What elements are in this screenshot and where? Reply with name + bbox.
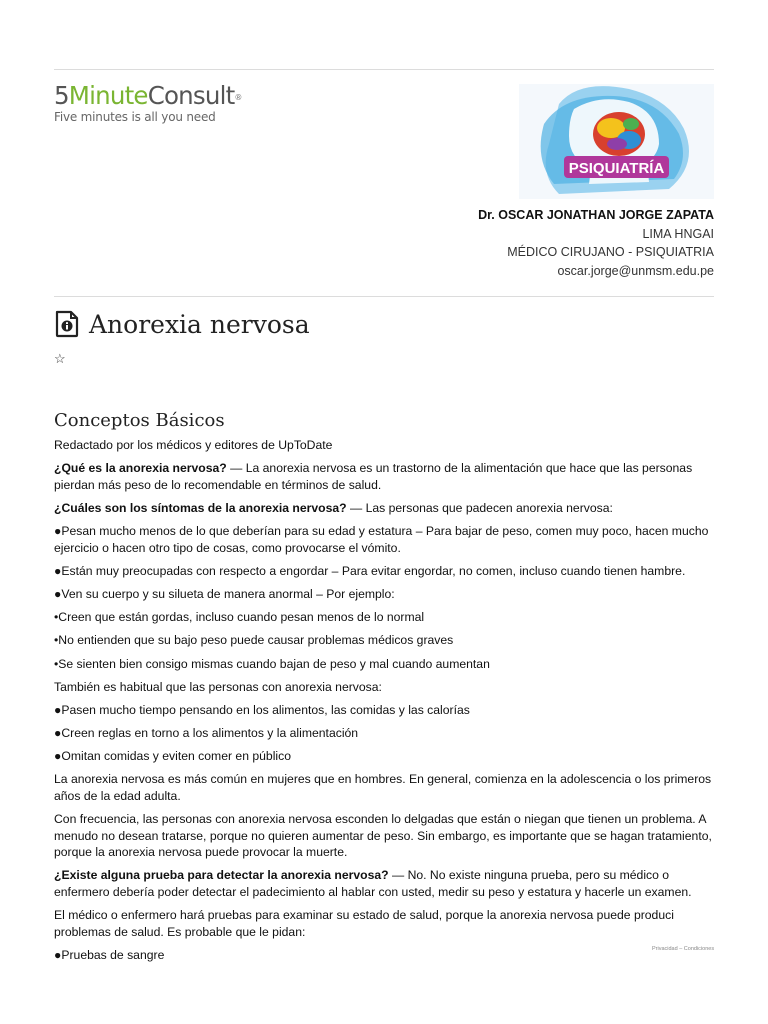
list-item: ●Están muy preocupadas con respecto a engordar – Para evitar engordar, no comen, incluso cuando tienen hambre. [54,563,686,578]
list-item: •No entienden que su bajo peso puede causar problemas médicos graves [54,633,454,648]
question: ¿Existe alguna prueba para detectar la anorexia nervosa? [54,868,389,883]
article-body [54,437,714,970]
logo-tagline: Five minutes is all you need [54,110,216,124]
psiquiatria-banner-image [519,84,714,199]
author-specialty: MÉDICO CIRUJANO - PSIQUIATRIA [507,245,714,259]
list-item: •Se sienten bien consigo mismas cuando bajan de peso y mal cuando aumentan [54,656,490,671]
document-info-icon [54,310,80,338]
question: ¿Qué es la anorexia nervosa? [54,461,227,476]
paragraph: El médico o enfermero hará pruebas para examinar su estado de salud, porque la anorexia nervosa puede produci problemas de salud. Es probable que le pidan: [54,908,674,939]
logo[interactable] [54,82,242,124]
list-item: ●Pruebas de sangre [54,947,165,962]
list-item: ●Ven su cuerpo y su silueta de manera anormal – Por ejemplo: [54,586,395,601]
logo-wordmark: 5MinuteConsult® [54,81,242,110]
page-title: Anorexia nervosa [89,310,310,339]
top-divider [54,69,714,70]
page [54,0,714,1024]
section-title: Conceptos Básicos [54,410,225,431]
author-name: Dr. OSCAR JONATHAN JORGE ZAPATA [478,208,714,222]
favorite-star-icon[interactable]: ☆ [54,351,66,366]
byline: Redactado por los médicos y editores de UpToDate [54,438,333,452]
list-item: ●Pasen mucho tiempo pensando en los alimentos, las comidas y las calorías [54,702,470,717]
list-item: ●Creen reglas en torno a los alimentos y la alimentación [54,726,359,741]
paragraph: También es habitual que las personas con anorexia nervosa: [54,679,382,694]
privacy-terms-link[interactable]: Privacidad – Condiciones [652,946,715,952]
paragraph: La anorexia nervosa es más común en mujeres que en hombres. En general, comienza en la adolescencia o los primeros años de la edad adulta. [54,772,712,803]
author-place: LIMA HNGAI [642,226,714,241]
author-email[interactable]: oscar.jorge@unmsm.edu.pe [557,263,714,278]
header-divider [54,296,714,297]
list-item: •Creen que están gordas, incluso cuando pesan menos de lo normal [54,610,425,625]
paragraph: Con frecuencia, las personas con anorexia nervosa esconden lo delgadas que están o niegan que tienen un problema. A menudo no desean tratarse, porque no quieren aumentar de peso. Sin embargo, es importante que se hagan tratamiento, porque la anorexia nervosa puede provocar la muerte. [54,812,712,860]
question: ¿Cuáles son los síntomas de la anorexia nervosa? [54,500,347,515]
list-item: ●Omitan comidas y eviten comer en público [54,749,291,764]
paragraph: ¿Qué es la anorexia nervosa? — La anorexia nervosa es un trastorno de la alimentación que hace que las personas pierdan más peso de lo recomendable en términos de salud. [54,461,693,492]
paragraph: ¿Cuáles son los síntomas de la anorexia nervosa? — Las personas que padecen anorexia nervosa: [54,500,613,515]
list-item: ●Pesan mucho menos de lo que deberían para su edad y estatura – Para bajar de peso, comen muy poco, hacen mucho ejercicio o hacen otro tipo de cosas, como provocarse el vómito. [54,524,709,555]
author-block [478,206,714,280]
banner-label: PSIQUIATRÍA [568,160,665,177]
paragraph: ¿Existe alguna prueba para detectar la anorexia nervosa? — No. No existe ninguna prueba, pero su médico o enfermero debería poder detectar el padecimiento al hablar con usted, medir su peso y estatura y hacerle un examen. [54,868,692,899]
